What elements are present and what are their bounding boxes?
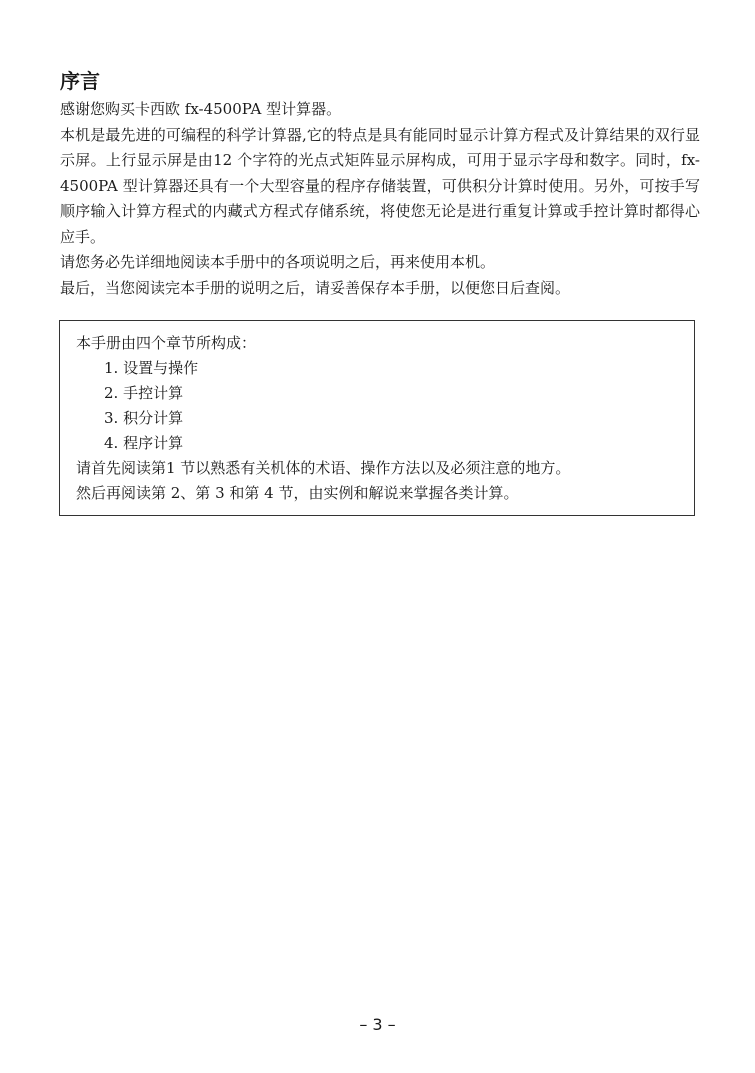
reading-note: 然后再阅读第 2、第 3 和第 4 节，由实例和解说来掌握各类计算。 — [76, 484, 519, 502]
chapter-overview-box — [59, 320, 695, 516]
chapter-list-item: 2. 手控计算 — [104, 384, 184, 402]
preface-body — [60, 97, 700, 301]
chapter-list-item: 3. 积分计算 — [104, 409, 184, 427]
reading-note: 请首先阅读第1 节以熟悉有关机体的术语、操作方法以及必须注意的地方。 — [76, 459, 571, 477]
page-number: – 3 – — [359, 1015, 396, 1034]
chapter-overview-intro: 本手册由四个章节所构成： — [76, 334, 257, 352]
preface-paragraph: 本机是最先进的可编程的科学计算器,它的特点是具有能同时显示计算方程式及计算结果的双行显示屏。上行显示屏是由12 个字符的光点式矩阵显示屏构成，可用于显示字母和数字。同时，fx-4500PA 型计算器还具有一个大型容量的程序存储装置，可供积分计算时使用。另外，可按手写顺序输入计算方程式的内藏式方程式存储系统，将使您无论是进行重复计算或手控计算时都得心应手。 — [60, 125, 700, 246]
section-heading: 序言 — [60, 69, 100, 93]
chapter-list-item: 4. 程序计算 — [104, 434, 184, 452]
preface-paragraph: 感谢您购买卡西欧 fx-4500PA 型计算器。 — [60, 100, 342, 118]
chapter-list — [76, 356, 678, 456]
preface-paragraph: 请您务必先详细地阅读本手册中的各项说明之后，再来使用本机。 — [60, 253, 496, 271]
preface-paragraph: 最后，当您阅读完本手册的说明之后，请妥善保存本手册，以便您日后查阅。 — [60, 278, 571, 297]
chapter-list-item: 1. 设置与操作 — [104, 359, 199, 377]
